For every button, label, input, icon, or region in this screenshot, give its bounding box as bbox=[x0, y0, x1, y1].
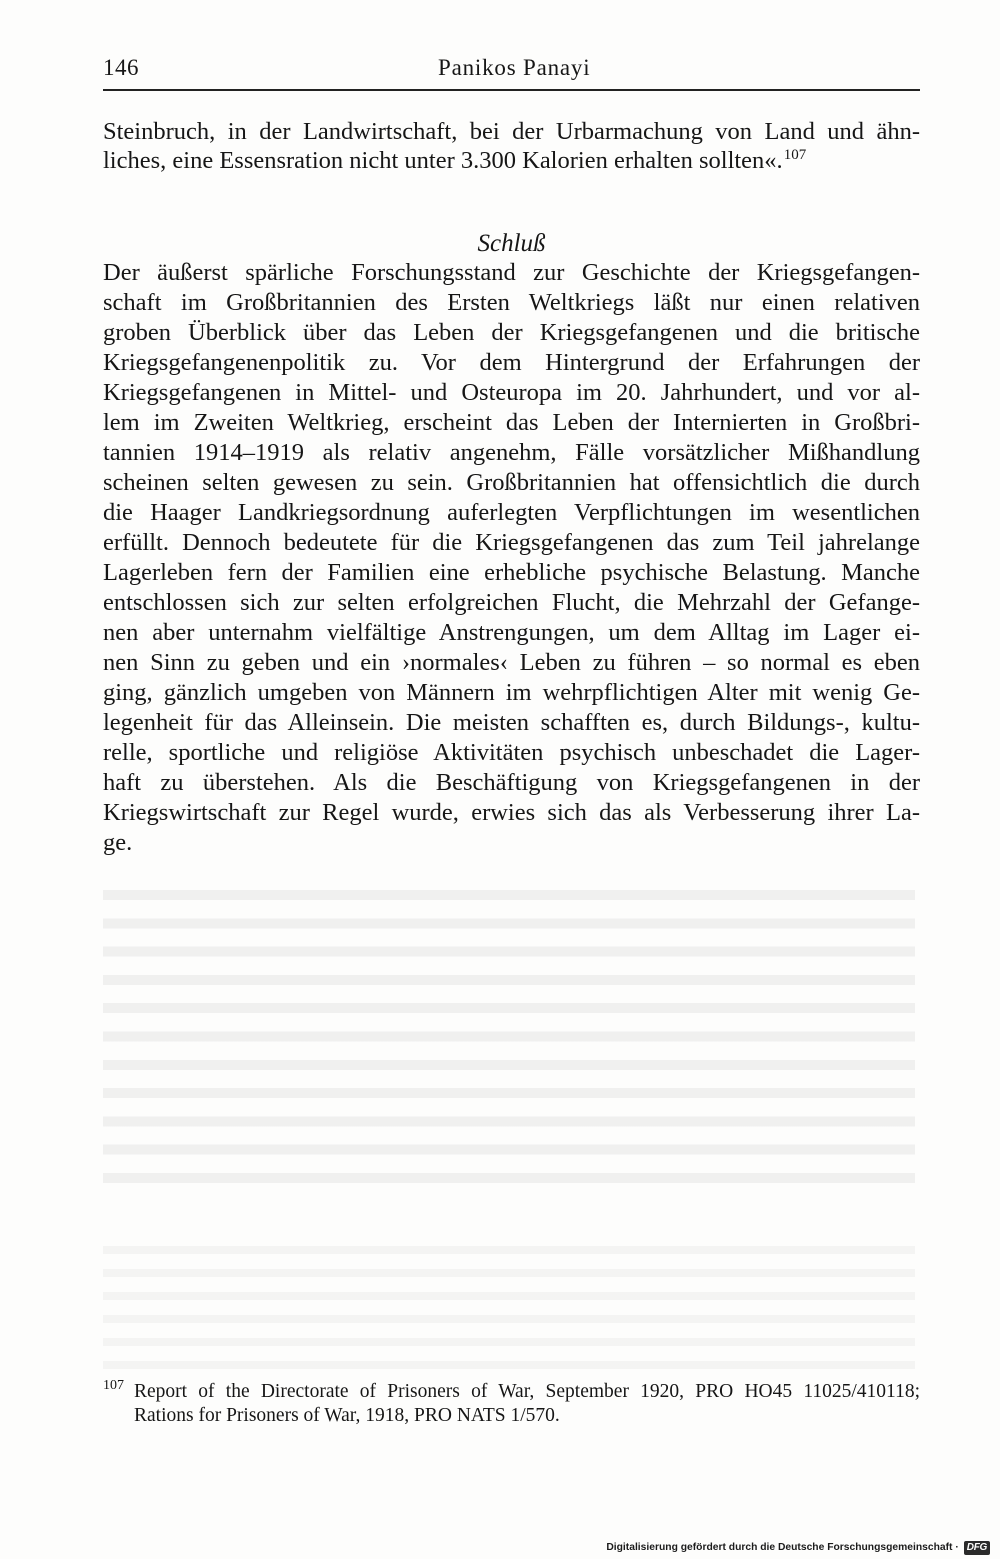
body-line: legenheit für das Alleinsein. Die meisten schafften es, durch Bildungs-, kultu- bbox=[103, 709, 920, 736]
continued-paragraph bbox=[103, 117, 920, 175]
body-line: nen aber unternahm vielfältige Anstrengungen, um dem Alltag im Lager ei- bbox=[103, 619, 920, 646]
body-line: Kriegsgefangenen in Mittel- und Osteuropa im 20. Jahrhundert, und vor al- bbox=[103, 379, 920, 406]
footnote-number: 107 bbox=[103, 1378, 124, 1393]
page-number: 146 bbox=[103, 55, 139, 80]
header-rule bbox=[103, 89, 920, 91]
body-line: schaft im Großbritannien des Ersten Weltkriegs läßt nur einen relativen bbox=[103, 289, 920, 316]
body-line: Kriegswirtschaft zur Regel wurde, erwies sich das als Verbesserung ihrer La- bbox=[103, 799, 920, 826]
body-line: scheinen selten gewesen zu sein. Großbritannien hat offensichtlich die durch bbox=[103, 469, 920, 496]
body-line: Der äußerst spärliche Forschungsstand zur Geschichte der Kriegsgefangen- bbox=[103, 259, 920, 286]
author-running-head: Panikos Panayi bbox=[438, 55, 591, 80]
conclusion-paragraph bbox=[103, 258, 920, 858]
body-line: Steinbruch, in der Landwirtschaft, bei der Urbarmachung von Land und ähn- bbox=[103, 118, 920, 145]
body-line-last: ge. bbox=[103, 829, 133, 856]
footnote bbox=[103, 1380, 920, 1428]
body-line: haft zu überstehen. Als die Beschäftigung von Kriegsgefangenen in der bbox=[103, 769, 920, 796]
body-line-text: liches, eine Essensration nicht unter 3.300 Kalorien erhalten sollten«. bbox=[103, 147, 783, 174]
footnote-line: Rations for Prisoners of War, 1918, PRO NATS 1/570. bbox=[134, 1405, 560, 1426]
body-line: lem im Zweiten Weltkrieg, erscheint das Leben der Internierten in Großbri- bbox=[103, 409, 920, 436]
body-line: relle, sportliche und religiöse Aktivitäten psychisch unbeschadet die Lager- bbox=[103, 739, 920, 766]
body-line: die Haager Landkriegsordnung auferlegten Verpflichtungen im wesentlichen bbox=[103, 499, 920, 526]
body-line: Lagerleben fern der Familien eine erhebliche psychische Belastung. Manche bbox=[103, 559, 920, 586]
section-heading: Schluß bbox=[477, 230, 546, 257]
digitization-credit bbox=[606, 1539, 990, 1557]
scan-bleed-through bbox=[103, 880, 915, 1191]
body-line: Kriegsgefangenenpolitik zu. Vor dem Hintergrund der Erfahrungen der bbox=[103, 349, 920, 376]
body-line: groben Überblick über das Leben der Kriegsgefangenen und die britische bbox=[103, 319, 920, 346]
body-line: ging, gänzlich umgeben von Männern im wehrpflichtigen Alter mit wenig Ge- bbox=[103, 679, 920, 706]
scan-bleed-through bbox=[103, 1243, 915, 1372]
footnote-line: Report of the Directorate of Prisoners of War, September 1920, PRO HO45 11025/410118; bbox=[134, 1381, 920, 1402]
footnote-reference: 107 bbox=[783, 147, 807, 163]
credit-text: Digitalisierung gefördert durch die Deutsche Forschungsgemeinschaft · bbox=[606, 1542, 959, 1553]
body-line: nen Sinn zu geben und ein ›normales‹ Leben zu führen – so normal es eben bbox=[103, 649, 920, 676]
body-line: erfüllt. Dennoch bedeutete für die Kriegsgefangenen das zum Teil jahrelange bbox=[103, 529, 920, 556]
body-line: entschlossen sich zur selten erfolgreichen Flucht, die Mehrzahl der Gefange- bbox=[103, 589, 920, 616]
running-header bbox=[103, 54, 920, 82]
body-line-with-footnote bbox=[103, 146, 920, 175]
body-line: tannien 1914–1919 als relativ angenehm, Fälle vorsätzlicher Mißhandlung bbox=[103, 439, 920, 466]
dfg-logo-icon: DFG bbox=[964, 1541, 990, 1555]
